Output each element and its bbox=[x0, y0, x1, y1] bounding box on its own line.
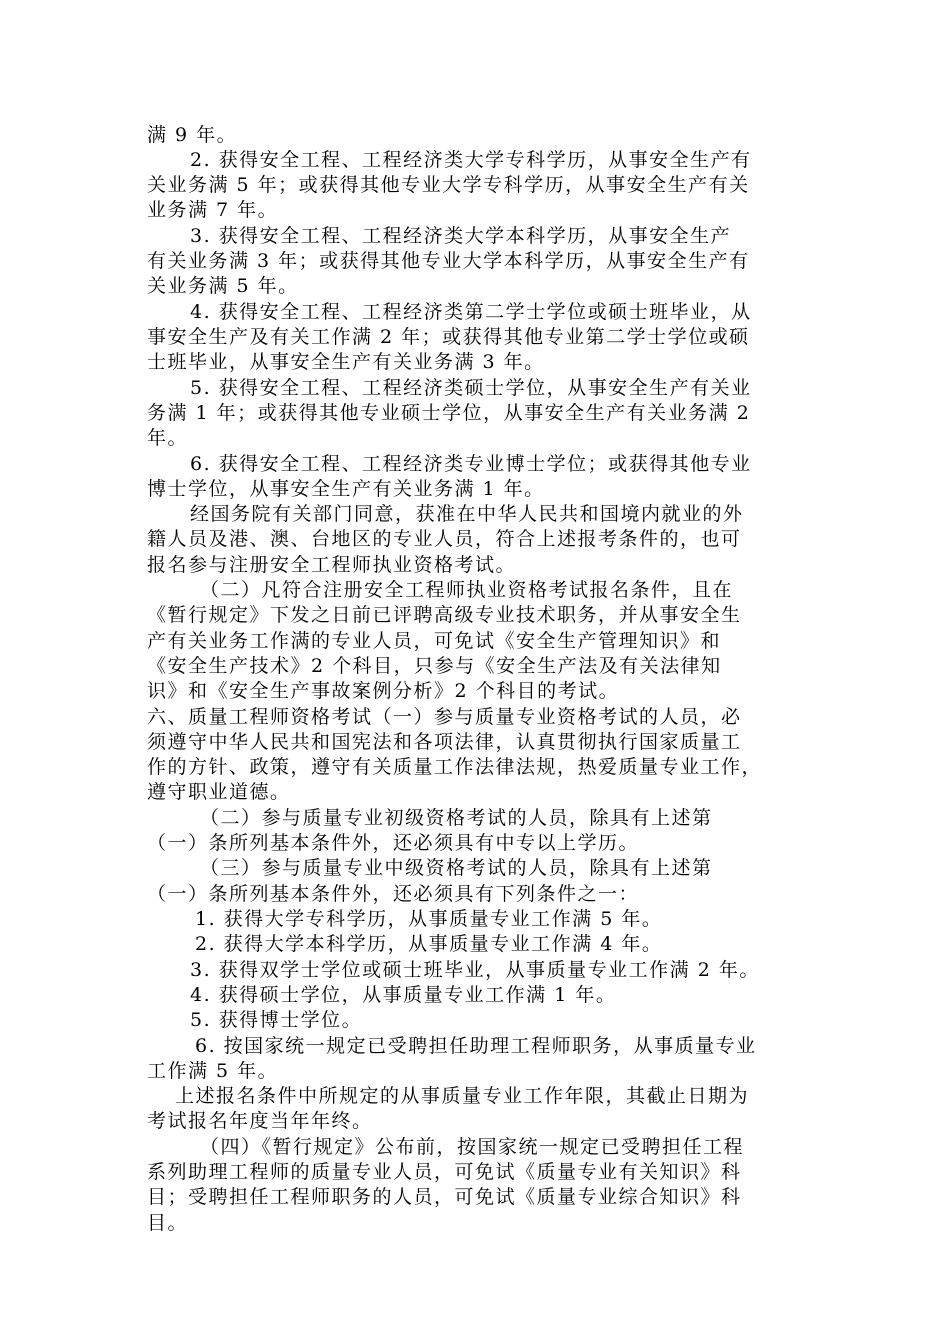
text-line: （三）参与质量专业中级资格考试的人员，除具有上述第 bbox=[200, 857, 713, 879]
text-line: 识》和《安全生产事故案例分析》2 个科目的考试。 bbox=[147, 680, 620, 702]
text-line: 年。 bbox=[147, 427, 189, 449]
text-line: 1. 获得大学专科学历，从事质量专业工作满 5 年。 bbox=[195, 908, 663, 930]
text-line: 博士学位，从事安全生产有关业务满 1 年。 bbox=[147, 478, 545, 500]
text-line: 目。 bbox=[147, 1212, 189, 1234]
text-line: 工作满 5 年。 bbox=[147, 1060, 279, 1082]
text-line: 经国务院有关部门同意，获准在中华人民共和国境内就业的外 bbox=[190, 503, 744, 525]
text-line: 5. 获得博士学位。 bbox=[190, 1009, 363, 1031]
text-line: 报名参与注册安全工程师执业资格考试。 bbox=[147, 554, 517, 576]
text-line: 2. 获得安全工程、工程经济类大学专科学历，从事安全生产有 bbox=[190, 149, 752, 171]
text-line: 务满 1 年；或获得其他专业硕士学位，从事安全生产有关业务满 2 bbox=[147, 402, 751, 424]
text-line: 2. 获得大学本科学历，从事质量专业工作满 4 年。 bbox=[195, 933, 663, 955]
text-line: （二）凡符合注册安全工程师执业资格考试报名条件，且在 bbox=[200, 579, 734, 601]
text-line: 3. 获得安全工程、工程经济类大学本科学历，从事安全生产 bbox=[190, 225, 732, 247]
text-line: 考试报名年度当年年终。 bbox=[147, 1110, 373, 1132]
text-line: 4. 获得硕士学位，从事质量专业工作满 1 年。 bbox=[190, 984, 617, 1006]
text-line: 6. 获得安全工程、工程经济类专业博士学位；或获得其他专业 bbox=[190, 453, 752, 475]
text-line: 系列助理工程师的质量专业人员，可免试《质量专业有关知识》科 bbox=[147, 1161, 742, 1183]
text-line: 产有关业务工作满的专业人员，可免试《安全生产管理知识》和 bbox=[147, 630, 722, 652]
text-line: 遵守职业道德。 bbox=[147, 781, 291, 803]
text-line: 4. 获得安全工程、工程经济类第二学士学位或硕士班毕业，从 bbox=[190, 301, 752, 323]
text-line: 3. 获得双学士学位或硕士班毕业，从事质量专业工作满 2 年。 bbox=[190, 959, 760, 981]
text-line: 六、质量工程师资格考试（一）参与质量专业资格考试的人员，必 bbox=[147, 706, 742, 728]
text-line: （一）条所列基本条件外，还必须具有下列条件之一： bbox=[147, 883, 640, 905]
text-line: （四）《暂行规定》公布前，按国家统一规定已受聘担任工程 bbox=[200, 1136, 745, 1158]
text-line: 5. 获得安全工程、工程经济类硕士学位，从事安全生产有关业 bbox=[190, 377, 752, 399]
text-line: 须遵守中华人民共和国宪法和各项法律，认真贯彻执行国家质量工 bbox=[147, 731, 742, 753]
text-line: 籍人员及港、澳、台地区的专业人员，符合上述报考条件的，也可 bbox=[147, 528, 742, 550]
text-line: 6. 按国家统一规定已受聘担任助理工程师职务，从事质量专业 bbox=[195, 1035, 757, 1057]
text-line: 关业务满 5 年。 bbox=[147, 275, 299, 297]
text-line: 业务满 7 年。 bbox=[147, 199, 279, 221]
text-line: 上述报名条件中所规定的从事质量专业工作年限，其截止日期为 bbox=[175, 1085, 750, 1107]
text-line: 士班毕业，从事安全生产有关业务满 3 年。 bbox=[147, 351, 545, 373]
text-line: （二）参与质量专业初级资格考试的人员，除具有上述第 bbox=[200, 807, 713, 829]
text-line: 关业务满 5 年；或获得其他专业大学专科学历，从事安全生产有关 bbox=[147, 174, 750, 196]
text-line: 《安全生产技术》2 个科目，只参与《安全生产法及有关法律知 bbox=[147, 655, 722, 677]
text-line: 有关业务满 3 年；或获得其他专业大学本科学历，从事安全生产有 bbox=[147, 250, 750, 272]
text-line: 事安全生产及有关工作满 2 年；或获得其他专业第二学士学位或硕 bbox=[147, 326, 750, 348]
text-line: 目；受聘担任工程师职务的人员，可免试《质量专业综合知识》科 bbox=[147, 1186, 742, 1208]
text-line: （一）条所列基本条件外，还必须具有中专以上学历。 bbox=[147, 832, 640, 854]
text-line: 满 9 年。 bbox=[147, 124, 238, 146]
text-line: 作的方针、政策，遵守有关质量工作法律法规，热爱质量专业工作， bbox=[147, 756, 763, 778]
text-line: 《暂行规定》下发之日前已评聘高级专业技术职务，并从事安全生 bbox=[147, 604, 742, 626]
